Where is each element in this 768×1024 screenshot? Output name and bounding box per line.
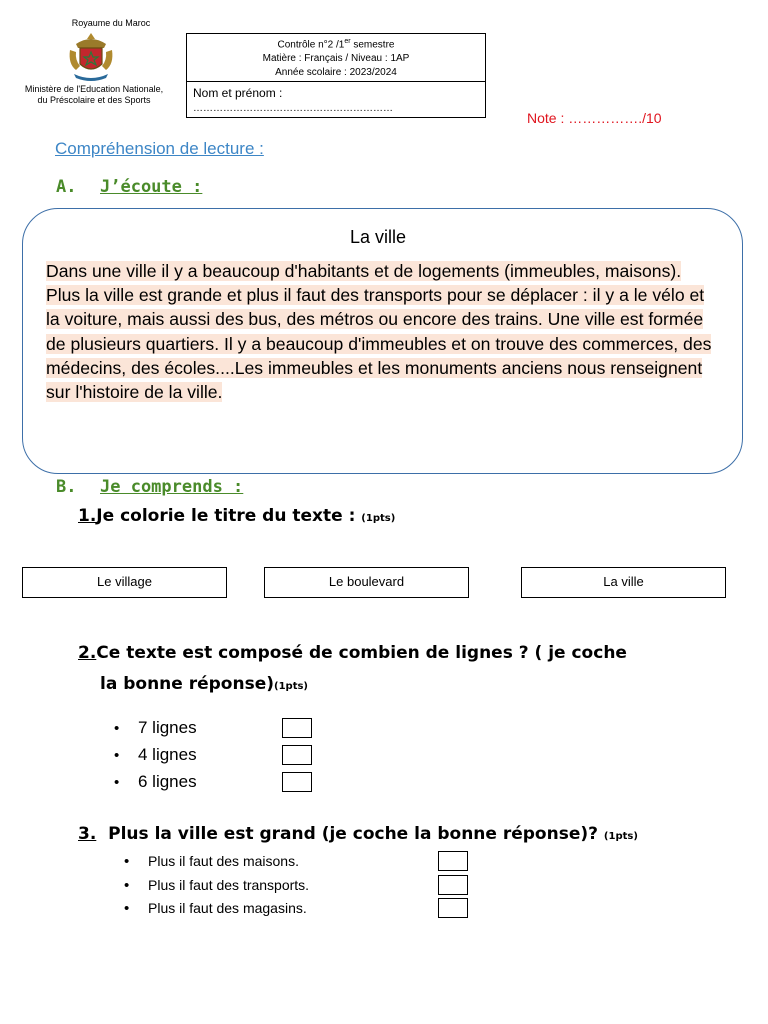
title-choice-village[interactable]: Le village xyxy=(22,567,227,598)
list-item: • 4 lignes xyxy=(114,745,312,765)
checkbox-maisons[interactable] xyxy=(438,851,468,871)
heading-b: B. Je comprends : xyxy=(56,477,244,497)
kingdom-label: Royaume du Maroc xyxy=(71,18,151,28)
question-2: 2.Ce texte est composé de combien de lignes ? ( je coche la bonne réponse)(1pts) xyxy=(78,643,627,694)
reading-text: Dans une ville il y a beaucoup d'habitants et de logements (immeubles, maisons). Plus la ville est grande et plus il faut des transports pour se déplacer : il y a le vélo et la voiture, mais aussi des bus, des métros ou encore des trains. Une ville est formée de plusieurs quartiers. Il y a beaucoup d'immeubles et on trouve des commerces, des médecins, des écoles....Les immeubles et les monuments anciens nous renseignent sur l'histoire de la ville. xyxy=(46,261,712,403)
note-field[interactable]: Note : ……………./10 xyxy=(527,110,662,126)
bullet-icon: • xyxy=(114,746,120,764)
section-title: Compréhension de lecture : xyxy=(55,139,264,158)
question-1: 1.Je colorie le titre du texte : (1pts) xyxy=(78,506,396,526)
exam-subject: Matière : Français / Niveau : 1AP xyxy=(262,53,410,65)
question-3: 3. Plus la ville est grand (je coche la bonne réponse)? (1pts) xyxy=(78,824,638,844)
list-item: • Plus il faut des maisons. xyxy=(124,851,468,871)
exam-year: Année scolaire : 2023/2024 xyxy=(275,67,397,79)
checkbox-magasins[interactable] xyxy=(438,898,468,918)
reading-title: La ville xyxy=(350,227,407,247)
exam-info-box xyxy=(186,33,486,118)
checkbox-7-lignes[interactable] xyxy=(282,718,312,738)
exam-title: Contrôle n°2 /1er semestre xyxy=(277,38,395,51)
name-field[interactable]: …………………………………………………… xyxy=(193,103,393,114)
bullet-icon: • xyxy=(124,899,130,917)
ministry-name: Ministère de l'Education Nationale, du Préscolaire et des Sports xyxy=(24,84,164,105)
title-choice-ville[interactable]: La ville xyxy=(521,567,726,598)
title-choice-boulevard[interactable]: Le boulevard xyxy=(264,567,469,598)
checkbox-transports[interactable] xyxy=(438,875,468,895)
list-item: • Plus il faut des transports. xyxy=(124,875,468,895)
bullet-icon: • xyxy=(124,852,130,870)
bullet-icon: • xyxy=(124,876,130,894)
list-item: • 7 lignes xyxy=(114,718,312,738)
checkbox-6-lignes[interactable] xyxy=(282,772,312,792)
royal-emblem-icon xyxy=(66,30,116,82)
bullet-icon: • xyxy=(114,719,120,737)
name-label: Nom et prénom : xyxy=(193,86,283,100)
heading-a: A. J’écoute : xyxy=(56,177,203,197)
list-item: • Plus il faut des magasins. xyxy=(124,898,468,918)
list-item: • 6 lignes xyxy=(114,772,312,792)
checkbox-4-lignes[interactable] xyxy=(282,745,312,765)
bullet-icon: • xyxy=(114,773,120,791)
